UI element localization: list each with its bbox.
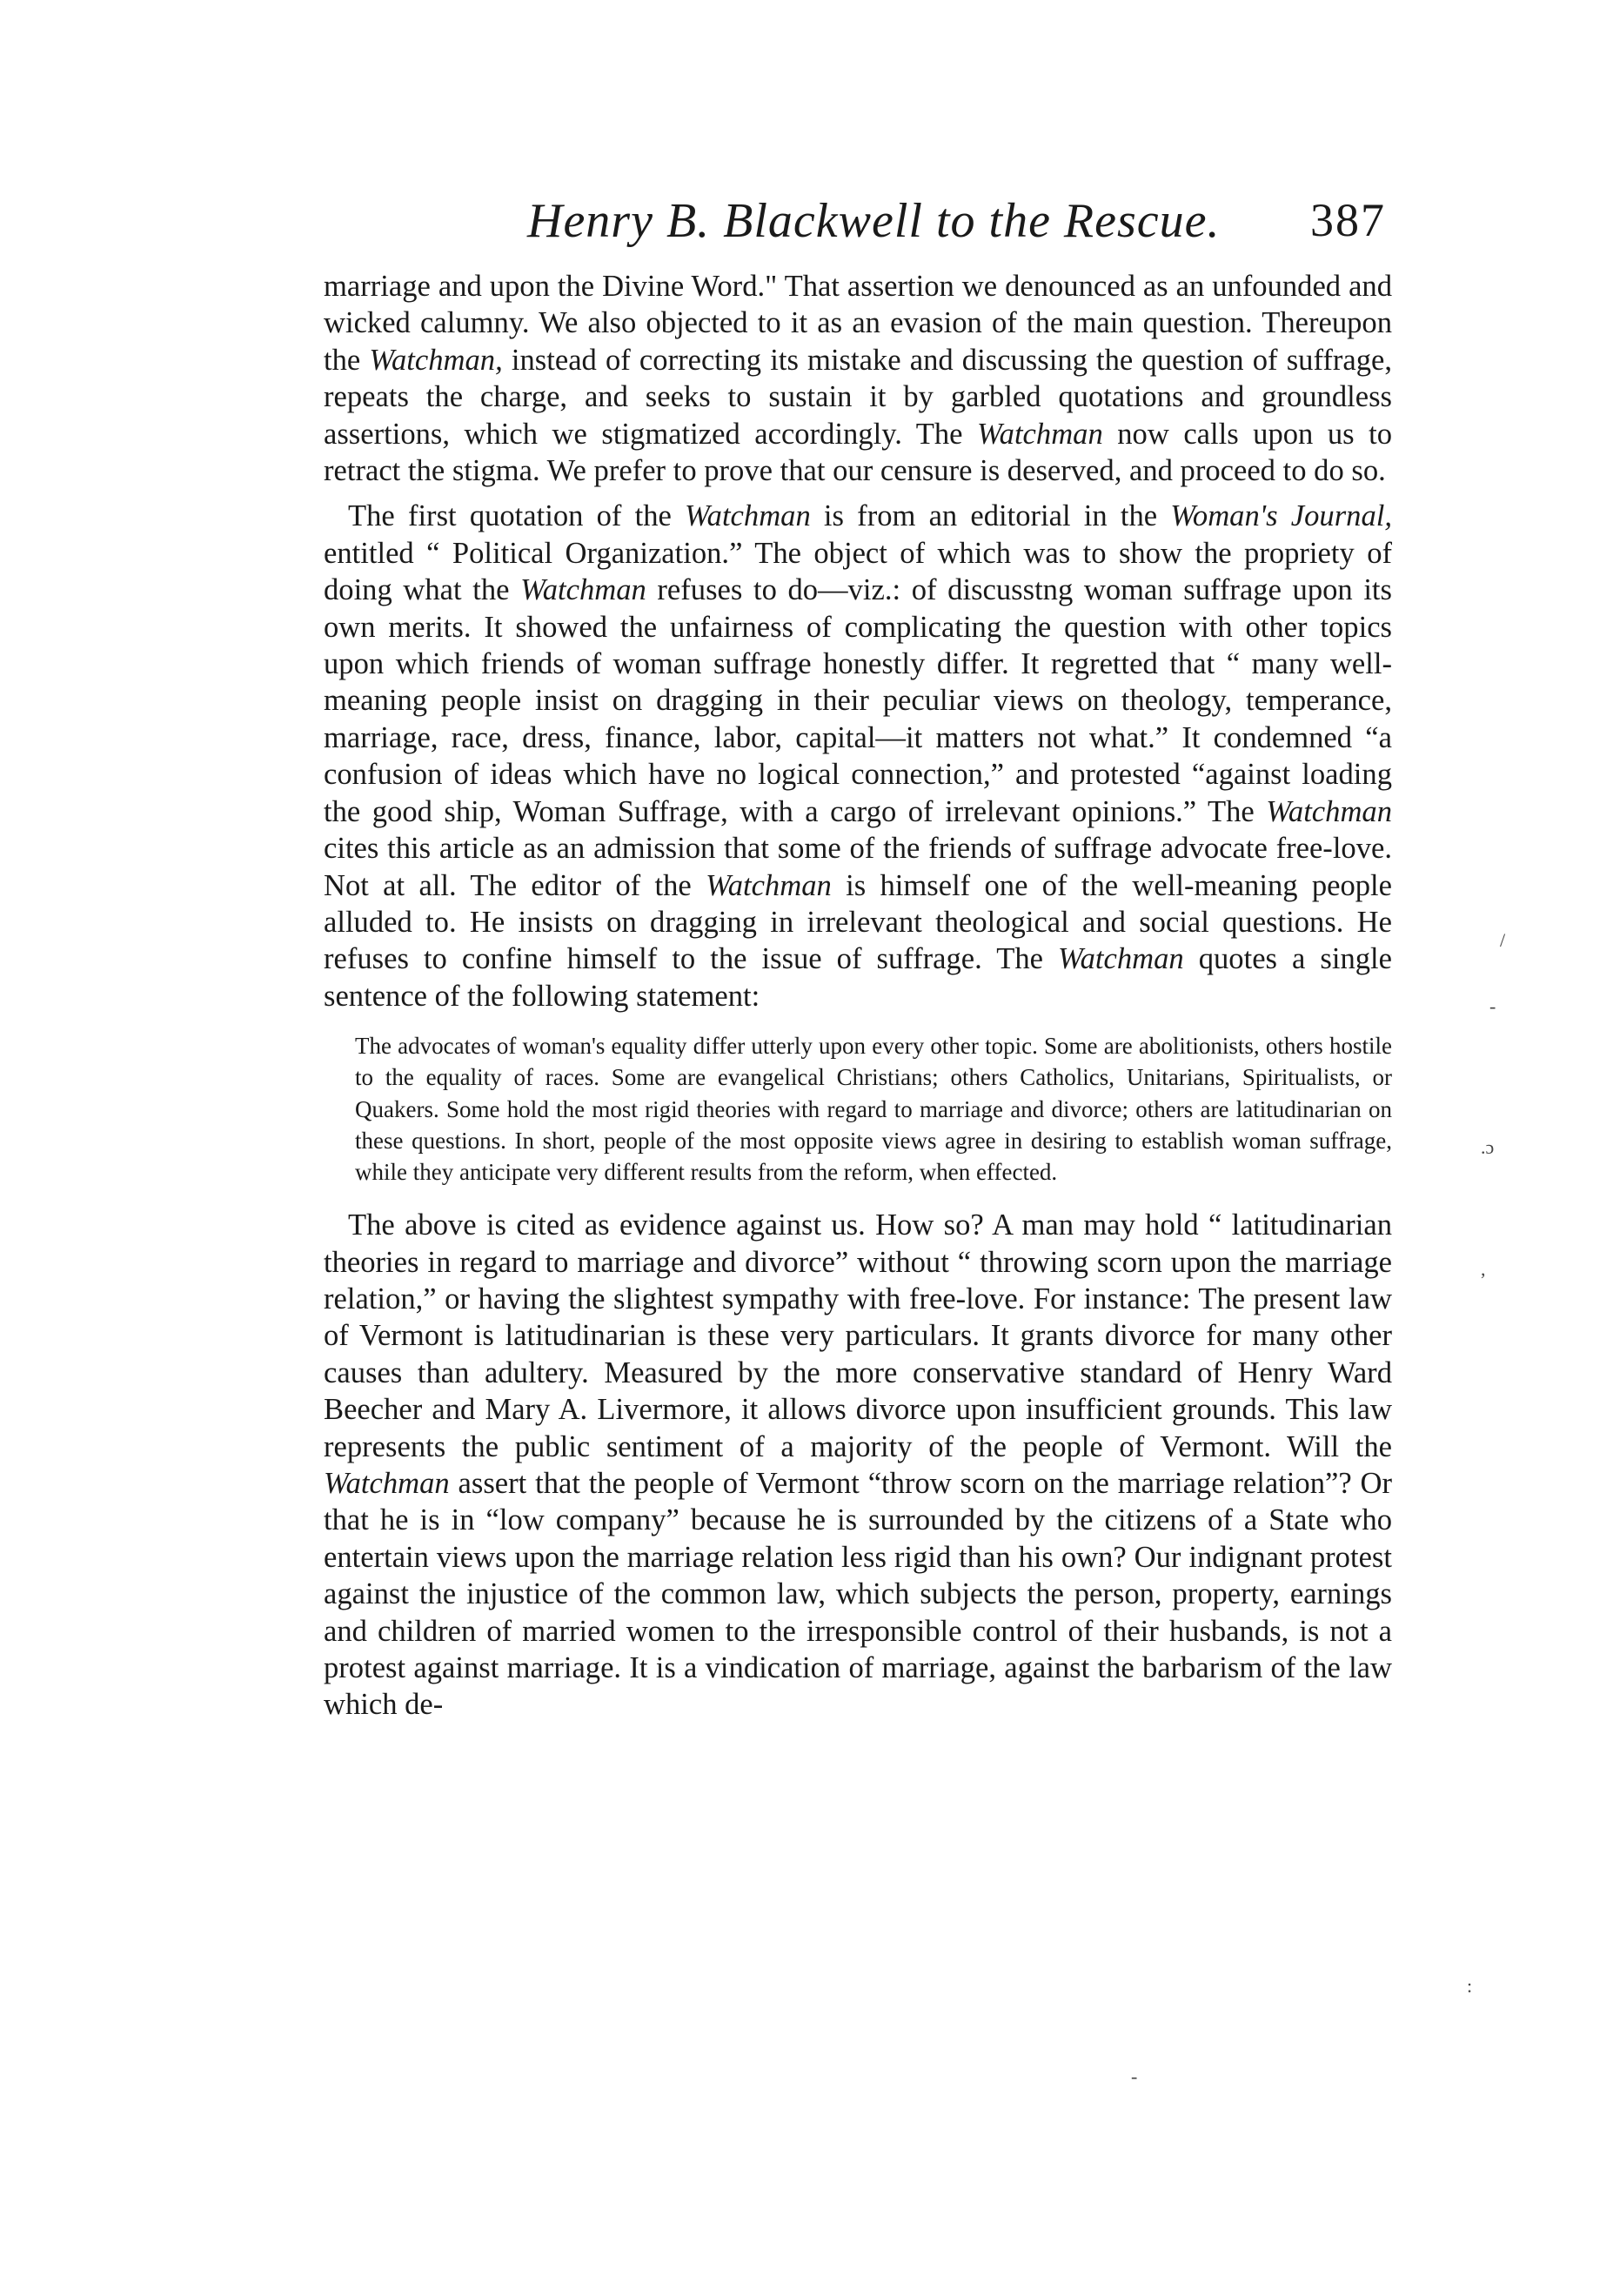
italic-text-segment: Watchman bbox=[977, 417, 1103, 451]
text-segment: The advocates of woman's equality differ utterly upon every other topic. Some are abolitionists, others hostile to the equality of races. Some are evangelical Christians; others Catholics, Unitarians, Spiritualists, or Quakers. Some hold the most rigid theories with regard to marriage and divorce; others are latitudinarian on these questions. In short, people of the most opposite views agree in desiring to establish woman suffrage, while they anticipate very different results from the reform, when effected. bbox=[355, 1033, 1392, 1185]
paragraph bbox=[324, 268, 1392, 489]
text-segment: quotes a single sentence of the following statement: bbox=[324, 942, 1392, 1013]
text-segment: instead of correcting its mistake and discussing the question of suffrage, repeats the charge, and seeks to sustain it by garbled quotations and groundless assertions, which we stigmatized accordingly. The bbox=[324, 343, 1392, 451]
body-text bbox=[324, 268, 1392, 1724]
italic-text-segment: Watchman bbox=[706, 868, 832, 902]
italic-text-segment: Watchman bbox=[324, 1466, 450, 1500]
text-segment: cites this article as an admission that some of the friends of suffrage advocate free-love. Not at all. The editor of the bbox=[324, 832, 1392, 902]
text-segment: The first quotation of the bbox=[348, 499, 686, 533]
text-segment: refuses to do—viz.: of discusstng woman suffrage upon its own merits. It showed the unfairness of complicating the question with other topics upon which friends of woman suffrage honestly differ. It regretted that “ many well-meaning people insist on dragging in their peculiar views on theology, temperance, marriage, race, dress, finance, labor, capital—it matters not what.” It condemned “a confusion of ideas which have no logical connection,” and protested “against loading the good ship, Woman Suffrage, with a cargo of irrelevant opinions.” The bbox=[324, 573, 1392, 828]
paragraph bbox=[324, 1207, 1392, 1724]
italic-text-segment: Watchman bbox=[520, 573, 646, 607]
text-segment: entitled “ Political Organization.” The object of which was to show the propriety of doing what the bbox=[324, 536, 1392, 607]
running-title: Henry B. Blackwell to the Rescue. bbox=[527, 194, 1221, 248]
italic-text-segment: Watchman, bbox=[369, 343, 503, 377]
text-segment: The above is cited as evidence against us. How so? A man may hold “ latitudinarian theories in regard to marriage and divorce” without “ throwing scorn upon the marriage relation,” or having the slightest sympathy with free-love. For instance: The present law of Vermont is latitudinarian is these very particulars. It grants divorce for many other causes than adultery. Measured by the more conservative standard of Henry Ward Beecher and Mary A. Livermore, it allows divorce upon insufficient grounds. This law represents the public sentiment of a majority of the people of Vermont. Will the bbox=[324, 1208, 1392, 1463]
text-segment: is from an editorial in the bbox=[810, 499, 1171, 533]
italic-text-segment: Watchman bbox=[1266, 794, 1392, 828]
running-header bbox=[0, 193, 1613, 263]
italic-text-segment: Watchman bbox=[685, 499, 811, 533]
italic-text-segment: Watchman bbox=[1057, 942, 1184, 976]
text-segment: assert that the people of Vermont “throw scorn on the marriage relation”? Or that he is in “low company” because he is surrounded by the citizens of a State who entertain views upon the marriage relation less rigid than his own? Our indignant protest against the injustice of the common law, which subjects the person, property, earnings and children of married women to the irresponsible control of their husbands, is not a protest against marriage. It is a vindication of marriage, against the barbarism of the law which de- bbox=[324, 1466, 1392, 1722]
text-segment: marriage and upon the Divine Word." That assertion we denounced as an unfounded and wicked calumny. We also objected to it as an evasion of the main question. Thereupon the bbox=[324, 270, 1392, 377]
italic-text-segment: Woman's Journal, bbox=[1170, 499, 1393, 533]
text-segment: now calls upon us to retract the stigma. We prefer to prove that our censure is deserved, and proceed to do so. bbox=[324, 417, 1392, 488]
paragraph bbox=[324, 498, 1392, 1014]
page-number: 387 bbox=[1310, 194, 1386, 246]
block-quote bbox=[355, 1030, 1392, 1188]
text-segment: is himself one of the well-meaning people alluded to. He insists on dragging in irrelevant theological and social questions. He refuses to confine himself to the issue of suffrage. The bbox=[324, 868, 1393, 976]
